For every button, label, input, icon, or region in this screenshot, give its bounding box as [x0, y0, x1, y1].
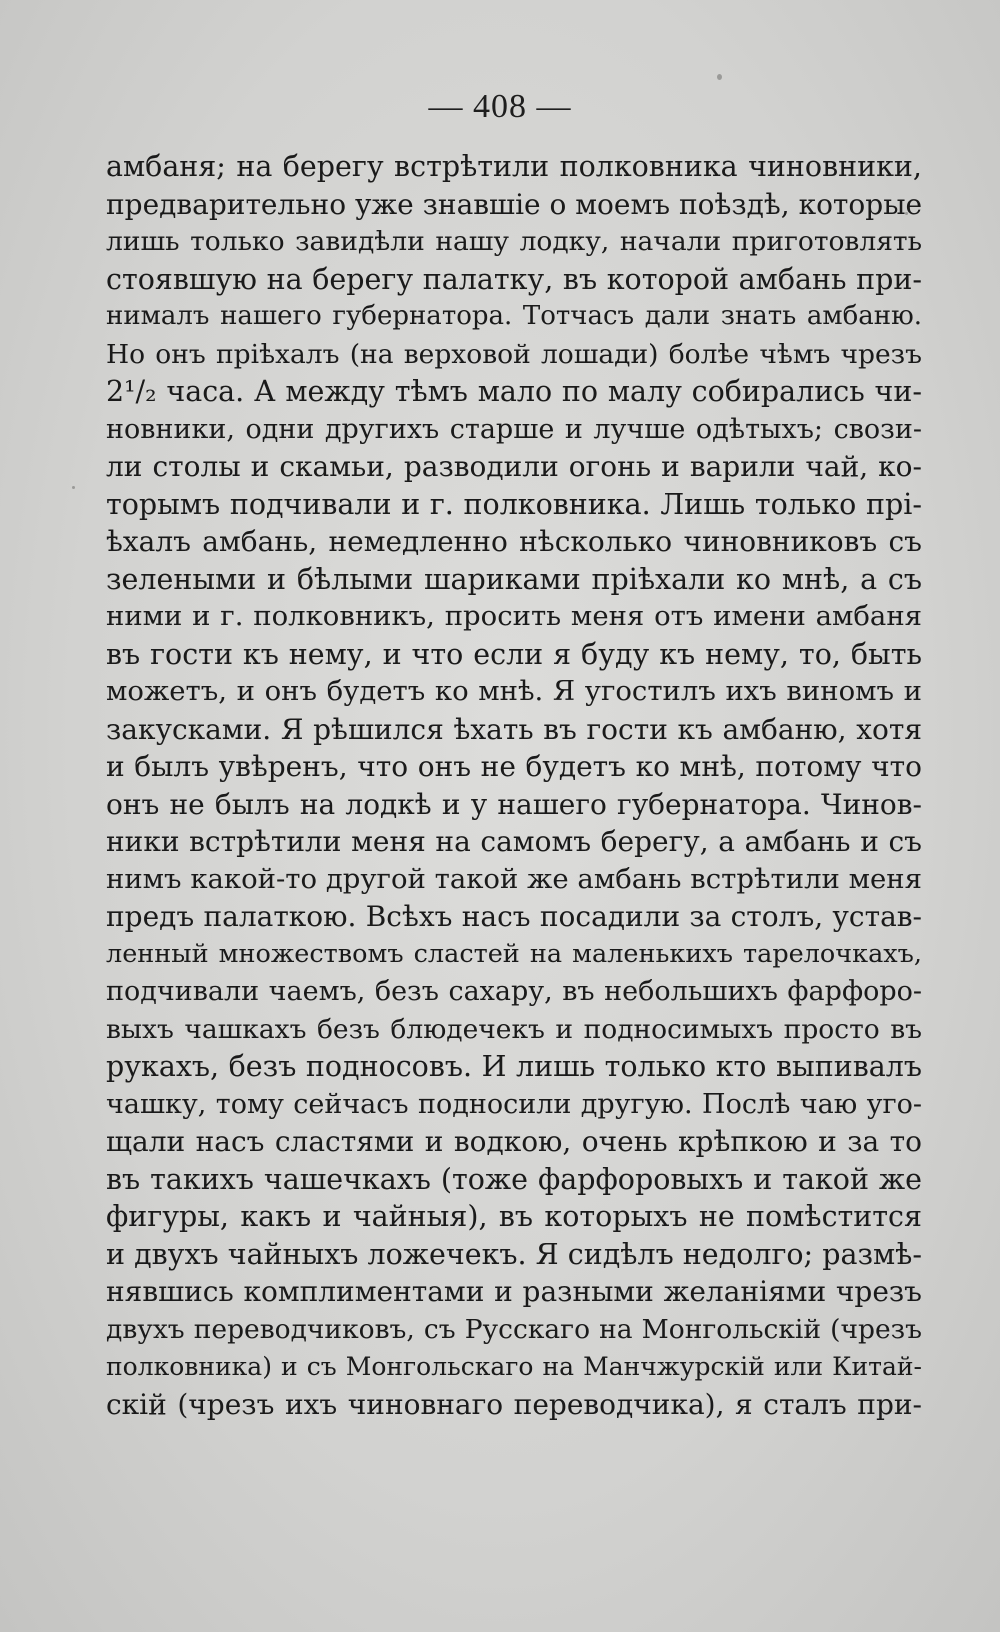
text-line: двухъ переводчиковъ, съ Русскаго на Монгольскій (чрезъ	[106, 1313, 922, 1345]
text-line: нималъ нашего губернатора. Тотчасъ дали знать амбаню.	[106, 301, 922, 331]
paper-speck	[72, 486, 75, 489]
text-line: нявшись комплиментами и разными желаніями чрезъ	[106, 1275, 922, 1308]
text-line: и былъ увѣренъ, что онъ не будетъ ко мнѣ, потому что	[106, 750, 922, 783]
text-line: въ такихъ чашечкахъ (тоже фарфоровыхъ и такой же	[106, 1162, 922, 1196]
text-line: 2¹/₂ часа. А между тѣмъ мало по малу собирались чи-	[106, 375, 922, 408]
text-line: скій (чрезъ ихъ чиновнаго переводчика), я сталъ при-	[106, 1387, 922, 1421]
text-line: въ гости къ нему, и что если я буду къ нему, то, быть	[106, 637, 922, 671]
text-line: подчивали чаемъ, безъ сахару, въ небольшихъ фарфоро-	[106, 976, 922, 1007]
text-line: закусками. Я рѣшился ѣхать въ гости къ амбаню, хотя	[106, 712, 922, 746]
text-line: нимъ какой-то другой такой же амбань встрѣтили меня	[106, 862, 922, 895]
text-line: предъ палаткою. Всѣхъ насъ посадили за столъ, устав-	[106, 900, 922, 933]
text-line: щали насъ сластями и водкою, очень крѣпкою и за то	[106, 1125, 922, 1158]
text-line: ники встрѣтили меня на самомъ берегу, а амбань и съ	[106, 825, 922, 858]
text-line: Но онъ пріѣхалъ (на верховой лошади) болѣе чѣмъ чрезъ	[106, 338, 922, 370]
text-line: выхъ чашкахъ безъ блюдечекъ и подносимыхъ просто въ	[106, 1013, 922, 1045]
text-line: рукахъ, безъ подносовъ. И лишь только кто выпивалъ	[106, 1050, 922, 1083]
text-line: торымъ подчивали и г. полковника. Лишь только прі-	[106, 487, 922, 521]
text-line: можетъ, и онъ будетъ ко мнѣ. Я угостилъ ихъ виномъ и	[106, 675, 922, 707]
text-line: зелеными и бѣлыми шариками пріѣхали ко мнѣ, а съ	[106, 562, 922, 596]
text-line: ѣхалъ амбань, немедленно нѣсколько чиновниковъ съ	[106, 525, 922, 558]
text-line: ли столы и скамьи, разводили огонь и варили чай, ко-	[106, 450, 922, 483]
page-number: — 408 —	[428, 88, 572, 125]
paper-speck	[717, 74, 722, 80]
text-line: ними и г. полковникъ, просить меня отъ имени амбаня	[106, 600, 922, 632]
text-line: онъ не былъ на лодкѣ и у нашего губернатора. Чинов-	[106, 787, 922, 821]
text-line: лишь только завидѣли нашу лодку, начали приготовлять	[106, 226, 922, 257]
text-line: и двухъ чайныхъ ложечекъ. Я сидѣлъ недолго; размѣ-	[106, 1237, 922, 1271]
text-line: предварительно уже знавшіе о моемъ поѣздѣ, которые	[106, 187, 923, 221]
text-line: стоявшую на берегу палатку, въ которой амбань при-	[106, 262, 922, 296]
text-line: новники, одни другихъ старше и лучше одѣтыхъ; свози-	[106, 413, 922, 445]
text-line: ленный множествомъ сластей на маленькихъ тарелочкахъ,	[106, 938, 922, 969]
body-text	[106, 148, 922, 1423]
text-line: чашку, тому сейчасъ подносили другую. Послѣ чаю уго-	[106, 1088, 922, 1120]
text-line: амбаня; на берегу встрѣтили полковника чиновники,	[106, 150, 922, 183]
text-line: фигуры, какъ и чайныя), въ которыхъ не помѣстится	[106, 1200, 922, 1233]
text-line: полковника) и съ Монгольскаго на Манчжурскій или Китай-	[106, 1352, 922, 1381]
